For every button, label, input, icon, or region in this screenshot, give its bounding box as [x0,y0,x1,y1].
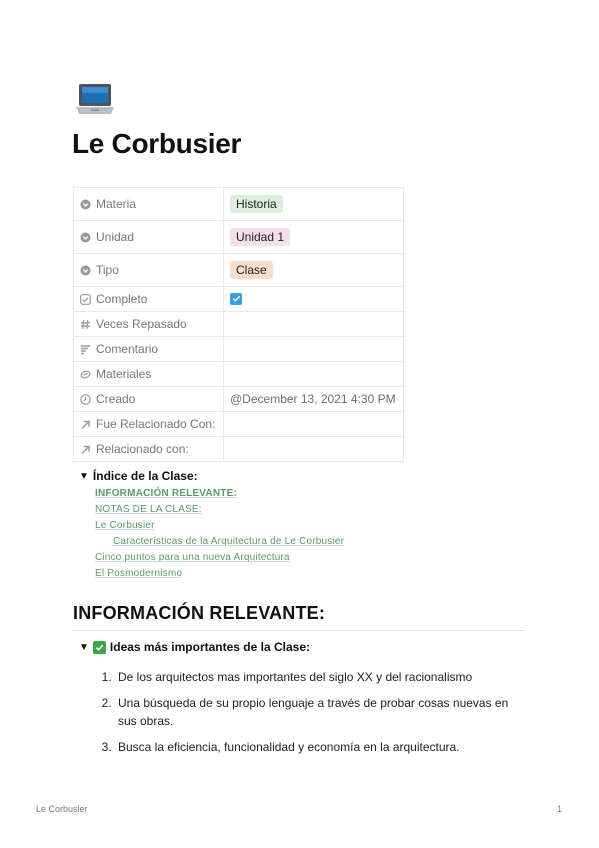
ideas-list [79,668,529,756]
property-row [74,287,404,312]
property-label: Creado [96,392,136,406]
hash-icon [80,319,91,330]
select-tag[interactable]: Unidad 1 [230,228,290,246]
property-label: Materiales [96,367,152,381]
property-row [74,312,404,337]
property-value[interactable] [224,221,404,254]
check-mark-button-icon [93,641,106,654]
property-value[interactable] [224,188,404,221]
toc-link[interactable]: Características de la Arquitectura de Le Corbusier [113,536,345,547]
toc-link[interactable]: Cinco puntos para una nueva Arquitectura [95,552,290,563]
table-of-contents [95,487,344,580]
property-row [74,387,404,412]
toggle-triangle-icon[interactable]: ▼ [79,470,89,482]
property-name [74,188,224,221]
property-row [74,412,404,437]
toc-link[interactable]: INFORMACIÓN RELEVANTE: [95,488,237,499]
property-label: Materia [96,197,137,211]
property-value[interactable] [224,254,404,287]
property-row [74,337,404,362]
relation-arrow-icon [80,419,91,430]
laptop-icon [74,82,116,118]
toc-link[interactable]: El Posmodernismo [95,568,183,579]
property-value[interactable] [224,337,404,362]
property-label: Fue Relacionado Con: [96,417,216,431]
property-label: Relacionado con: [96,442,189,456]
toc-title: Índice de la Clase: [92,469,198,483]
property-text-value: @December 13, 2021 4:30 PM [230,392,396,406]
heading-divider [73,630,525,631]
property-row [74,254,404,287]
toc-toggle [79,469,344,583]
ideas-toggle-header[interactable] [79,640,529,654]
page-title: Le Corbusier [72,128,242,159]
property-name [74,437,224,462]
toc-link[interactable]: Le Corbusier [95,520,155,531]
property-value[interactable] [224,287,404,312]
property-name [74,312,224,337]
page-number: 1 [557,804,563,814]
list-item: 2. Una búsqueda de su propio lenguaje a través de probar cosas nuevas en sus obras. [115,694,529,730]
toc-link[interactable]: NOTAS DE LA CLASE: [95,504,202,515]
property-label: Veces Repasado [96,317,187,331]
property-row [74,362,404,387]
property-value[interactable] [224,312,404,337]
list-item: 1. De los arquitectos mas importantes del siglo XX y del racionalismo [115,668,529,686]
footer-title: Le Corbusier [36,804,88,814]
property-name [74,287,224,312]
checkbox-icon [80,294,91,305]
relation-arrow-icon [80,444,91,455]
property-row [74,437,404,462]
property-row [74,188,404,221]
property-name [74,254,224,287]
select-tag[interactable]: Historia [230,195,283,213]
select-icon [80,232,91,243]
attachment-icon [80,369,91,380]
property-value[interactable] [224,412,404,437]
clock-icon [80,394,91,405]
toc-toggle-header[interactable] [79,469,344,483]
property-name [74,412,224,437]
property-row [74,221,404,254]
property-name [74,337,224,362]
property-label: Completo [96,292,148,306]
ideas-toggle [79,640,529,764]
select-icon [80,199,91,210]
select-icon [80,265,91,276]
completed-checkbox[interactable] [230,293,242,305]
ideas-title: Ideas más importantes de la Clase: [109,640,310,654]
select-tag[interactable]: Clase [230,261,273,279]
text-lines-icon [80,344,91,355]
list-item: 3. Busca la eficiencia, funcionalidad y economía en la arquitectura. [115,738,529,756]
property-name [74,387,224,412]
property-label: Tipo [96,263,119,277]
property-name [74,221,224,254]
property-value[interactable] [224,362,404,387]
property-label: Unidad [96,230,135,244]
toggle-triangle-icon[interactable]: ▼ [79,641,89,653]
property-value[interactable] [224,437,404,462]
property-label: Comentario [96,342,159,356]
property-name [74,362,224,387]
property-value[interactable] [224,387,404,412]
section-heading: INFORMACIÓN RELEVANTE: [73,603,326,623]
properties-table [73,187,404,462]
